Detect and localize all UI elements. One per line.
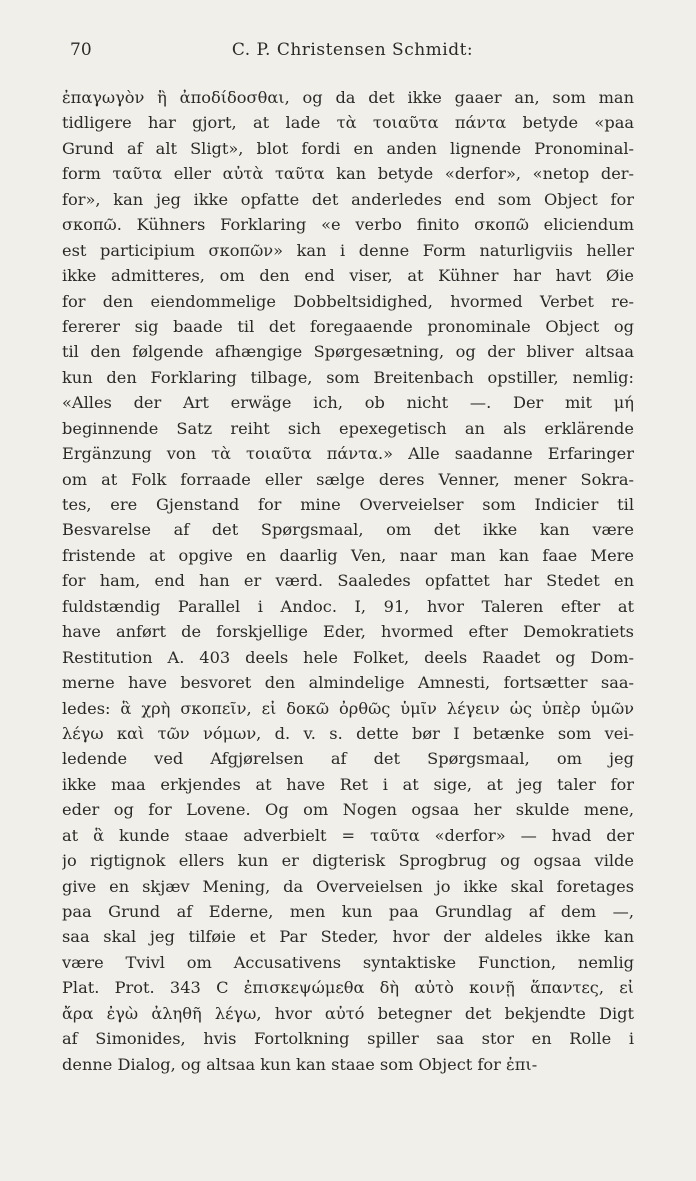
running-head: C. P. Christensen Schmidt: (231, 40, 474, 60)
text-line: eder og for Lovene. Og om Nogen ogsaa her skulde mene, (62, 800, 634, 820)
text-line: for den eiendommelige Dobbeltsidighed, hvormed Verbet re- (62, 291, 634, 311)
page-header (70, 40, 635, 68)
text-line: ἐπαγωγὸν ἢ ἀποδίδοσθαι, og da det ikke gaaer an, som man (62, 88, 634, 107)
text-line: Besvarelse af det Spørgsmaal, om det ikke kan være (62, 520, 634, 540)
text-line: merne have besvoret den almindelige Amnesti, fortsætter saa- (62, 673, 634, 693)
text-line: σκοπῶ. Kühners Forklaring «e verbo finito σκοπῶ eliciendum (62, 215, 634, 235)
text-line: ikke maa erkjendes at have Ret i at sige, at jeg taler for (62, 774, 634, 794)
text-line: for ham, end han er værd. Saaledes opfattet har Stedet en (62, 571, 634, 591)
text-line: være Tvivl om Accusativens syntaktiske Function, nemlig (62, 952, 634, 972)
text-line: ἄρα ἐγὼ ἀληθῆ λέγω, hvor αὐτό betegner det bekjendte Digt (62, 1003, 634, 1023)
text-line: Ergänzung von τὰ τοιαῦτα πάντα.» Alle saadanne Erfaringer (62, 444, 634, 464)
text-line: denne Dialog, og altsaa kun kan staae som Object for ἐπι- (62, 1054, 538, 1074)
text-line: kun den Forklaring tilbage, som Breitenbach opstiller, nemlig: (62, 367, 634, 387)
text-line: jo rigtignok ellers kun er digterisk Sprogbrug og ogsaa vilde (62, 851, 634, 871)
text-line: ledes: ἃ χρὴ σκοπεῖν, εἰ δοκῶ ὀρθῶς ὑμῖν λέγειν ὡς ὑπὲρ ὑμῶν (62, 698, 634, 718)
body-text (62, 85, 634, 1077)
text-line: fristende at opgive en daarlig Ven, naar man kan faae Mere (62, 545, 634, 565)
text-line: om at Folk forraade eller sælge deres Venner, mener Sokra- (62, 469, 634, 489)
text-line: Restitution A. 403 deels hele Folket, deels Raadet og Dom- (62, 647, 634, 667)
text-line: paa Grund af Ederne, men kun paa Grundlag af dem —, (62, 902, 634, 921)
text-line: est participium σκοπῶν» kan i denne Form naturligviis heller (62, 240, 634, 260)
text-line: «Alles der Art erwäge ich, ob nicht —. Der mit μή (62, 393, 634, 413)
text-line: for», kan jeg ikke opfatte det anderledes end som Object for (62, 189, 634, 209)
text-line: λέγω καὶ τῶν νόμων, d. v. s. dette bør I betænke som vei- (62, 723, 634, 743)
page-number: 70 (70, 40, 92, 60)
text-line: Grund af alt Sligt», blot fordi en anden lignende Pronominal- (62, 138, 634, 158)
text-line: at ἃ kunde staae adverbielt = ταῦτα «derfor» — hvad der (62, 825, 634, 845)
text-line: af Simonides, hvis Fortolkning spiller saa stor en Rolle i (62, 1029, 634, 1049)
text-line: have anført de forskjellige Eder, hvormed efter Demokratiets (62, 622, 634, 642)
text-line: form ταῦτα eller αὐτὰ ταῦτα kan betyde «derfor», «netop der- (62, 164, 634, 184)
text-line: give en skjæv Mening, da Overveielsen jo ikke skal foretages (62, 876, 634, 896)
text-line: saa skal jeg tilføie et Par Steder, hvor der aldeles ikke kan (62, 927, 634, 947)
text-line: tidligere har gjort, at lade τὰ τοιαῦτα πάντα betyde «paa (62, 113, 634, 133)
text-line: beginnende Satz reiht sich epexegetisch an als erklärende (62, 418, 634, 438)
text-line: Plat. Prot. 343 C ἐπισκεψώμεθα δὴ αὐτὸ κοινῇ ἅπαντες, εἰ (62, 978, 634, 998)
text-line: tes, ere Gjenstand for mine Overveielser som Indicier til (62, 495, 634, 514)
text-line: til den følgende afhængige Spørgesætning, og der bliver altsaa (62, 342, 634, 362)
text-line: ikke admitteres, om den end viser, at Kühner har havt Øie (62, 266, 634, 286)
text-line: fererer sig baade til det foregaaende pronominale Object og (62, 316, 634, 336)
text-line: ledende ved Afgjørelsen af det Spørgsmaal, om jeg (62, 749, 634, 769)
text-line: fuldstændig Parallel i Andoc. I, 91, hvor Taleren efter at (62, 596, 634, 616)
